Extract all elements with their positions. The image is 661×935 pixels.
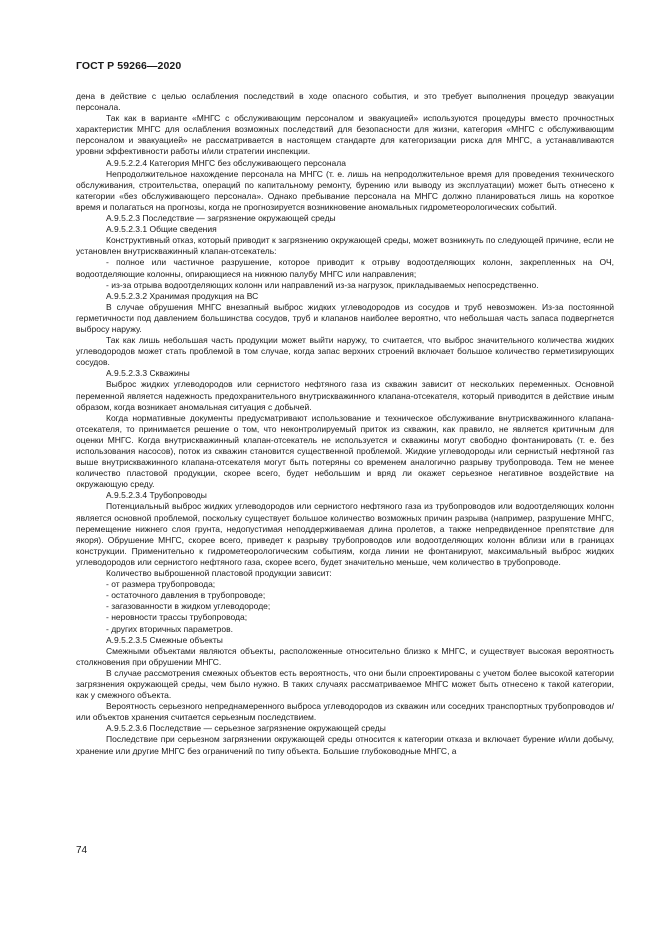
section-heading: А.9.5.2.2.4 Категория МНГС без обслуживающего персонала	[106, 157, 346, 168]
paragraph: дена в действие с целью ослабления последствий в ходе опасного события, и это требует выполнения процедур эвакуации персонала.	[76, 91, 614, 113]
list-item: - неровности трассы трубопровода;	[106, 612, 248, 623]
paragraph: Потенциальный выброс жидких углеводородов или сернистого нефтяного газа из трубопроводов или водоотделяющих колонн является основной проблемой, поскольку существует большое количество возможных причин разрыва (например, разрушение МНГС, перемещение нижнего слоя грунта, недопустимая неподдерживаемая длина пролетов, а также непредвиденное препятствие для якоря). Обрушение МНГС, скорее всего, приведет к разрыву трубопроводов или водоотделяющих колонн вблизи или в границах конструкции. Применительно к гидрометеорологическим событиям, когда линии не фонтанируют, максимальный выброс жидких углеводородов или сернистого нефтяного газа, скорее всего, будет значительно меньше, чем количество в трубопроводе.	[76, 501, 614, 567]
section-heading: А.9.5.2.3.4 Трубопроводы	[106, 490, 207, 501]
paragraph: Так как в варианте «МНГС с обслуживающим персоналом и эвакуацией» используются процедуры вместо прочностных характеристик МНГС для ослабления возможных последствий для безопасности для жизни, категория «МНГС с обслуживающим персоналом и эвакуацией» не рассматривается в настоящем стандарте для категоризации риска для МНГС, а устанавливаются уровни эффективности работы и/или стратегии инспекции.	[76, 113, 614, 157]
section-heading: А.9.5.2.3.5 Смежные объекты	[106, 634, 223, 645]
paragraph: Непродолжительное нахождение персонала на МНГС (т. е. лишь на непродолжительное время для проведения технического обслуживания, строительства, операций по капитальному ремонту, бурению или выводу из эксплуатации) может быть отнесено к категории «без обслуживающего персонала». Однако пребывание персонала на МНГС должно планироваться лишь на короткое время и полагаться на прогнозы, когда не прогнозируется возникновение аномальных гидрометеорологических событий.	[76, 168, 614, 212]
section-heading: А.9.5.2.3.6 Последствие — серьезное загрязнение окружающей среды	[106, 723, 386, 734]
paragraph: Вероятность серьезного непреднамеренного выброса углеводородов из скважин или соседних транспортных трубопроводов и/или объектов хранения считается серьезным последствием.	[76, 701, 614, 723]
list-item: - от размера трубопровода;	[106, 579, 216, 590]
page-number: 74	[76, 845, 88, 856]
section-heading: А.9.5.2.3.2 Хранимая продукция на ВС	[106, 290, 259, 301]
list-item: - полное или частичное разрушение, которое приводит к отрыву водоотделяющих колонн, закрепленных на ОЧ, водоотделяющие колонны, опирающиеся на нижнюю палубу МНГС или направления;	[76, 257, 614, 279]
section-heading: А.9.5.2.3.3 Скважины	[106, 368, 190, 379]
paragraph: В случае обрушения МНГС внезапный выброс жидких углеводородов из сосудов и труб невозможен. Из-за постоянной герметичности под давлением большинства сосудов, труб и клапанов наиболее вероятно, что небольшая часть запаса подвергнется выбросу наружу.	[76, 301, 614, 334]
paragraph: Выброс жидких углеводородов или сернистого нефтяного газа из скважин зависит от нескольких переменных. Основной переменной является надежность предохранительного внутрискважинного клапана-отсекателя, который приводится в действие иным образом, когда возникает аномальная ситуация с добычей.	[76, 379, 614, 412]
section-heading: А.9.5.2.3.1 Общие сведения	[106, 224, 217, 235]
paragraph: Когда нормативные документы предусматривают использование и техническое обслуживание внутрискважинного клапана-отсекателя, то принимается решение о том, что неконтролируемый приток из скважин, как правило, не является критичным для оценки МНГС. Когда внутрискважинный клапан-отсекатель не используется и скважины могут свободно фонтанировать (т. е. без использования насосов), поток из скважин становится существенной проблемой. Жидкие углеводороды или сернистый нефтяной газ выше внутрискважинного клапана-отсекателя могут быть потеряны со временем аналогично разрыву трубопровода. Тем не менее количество пластовой продукции, скорее всего, будет небольшим и вряд ли окажет серьезное негативное воздействие на окружающую среду.	[76, 412, 614, 490]
body-text	[76, 91, 614, 757]
section-heading: А.9.5.2.3 Последствие — загрязнение окружающей среды	[106, 213, 336, 224]
standard-designation: ГОСТ Р 59266—2020	[76, 60, 182, 72]
paragraph: Количество выброшенной пластовой продукции зависит:	[106, 568, 332, 579]
paragraph: Так как лишь небольшая часть продукции может выйти наружу, то считается, что выброс значительного количества жидких углеводородов может стать проблемой в том случае, когда запас верхних строений включает большое количество герметизирующих сосудов.	[76, 335, 614, 368]
paragraph: Последствие при серьезном загрязнении окружающей среды относится к категории отказа и включает бурение и/или добычу, хранение или другие МНГС без ограничений по типу объекта. Большие глубоководные МНГС, а	[76, 734, 614, 756]
list-item: - загазованности в жидком углеводороде;	[106, 601, 271, 612]
paragraph: В случае рассмотрения смежных объектов есть вероятность, что они были спроектированы с учетом более высокой категории загрязнения окружающей среды, чем было нужно. В таких случаях рассматриваемое МНГС может быть отнесено к такой категории, как у смежного объекта.	[76, 667, 614, 701]
list-item: - других вторичных параметров.	[106, 623, 233, 634]
paragraph: Конструктивный отказ, который приводит к загрязнению окружающей среды, может возникнуть по следующей причине, если не установлен внутрискважинный клапан-отсекатель:	[76, 235, 614, 257]
paragraph: Смежными объектами являются объекты, расположенные относительно близко к МНГС, и существует высокая вероятность столкновения при обрушении МНГС.	[76, 645, 614, 667]
list-item: - остаточного давления в трубопроводе;	[106, 590, 266, 601]
list-item: - из-за отрыва водоотделяющих колонн или направлений из-за нагрузок, прикладываемых непосредственно.	[106, 279, 539, 290]
